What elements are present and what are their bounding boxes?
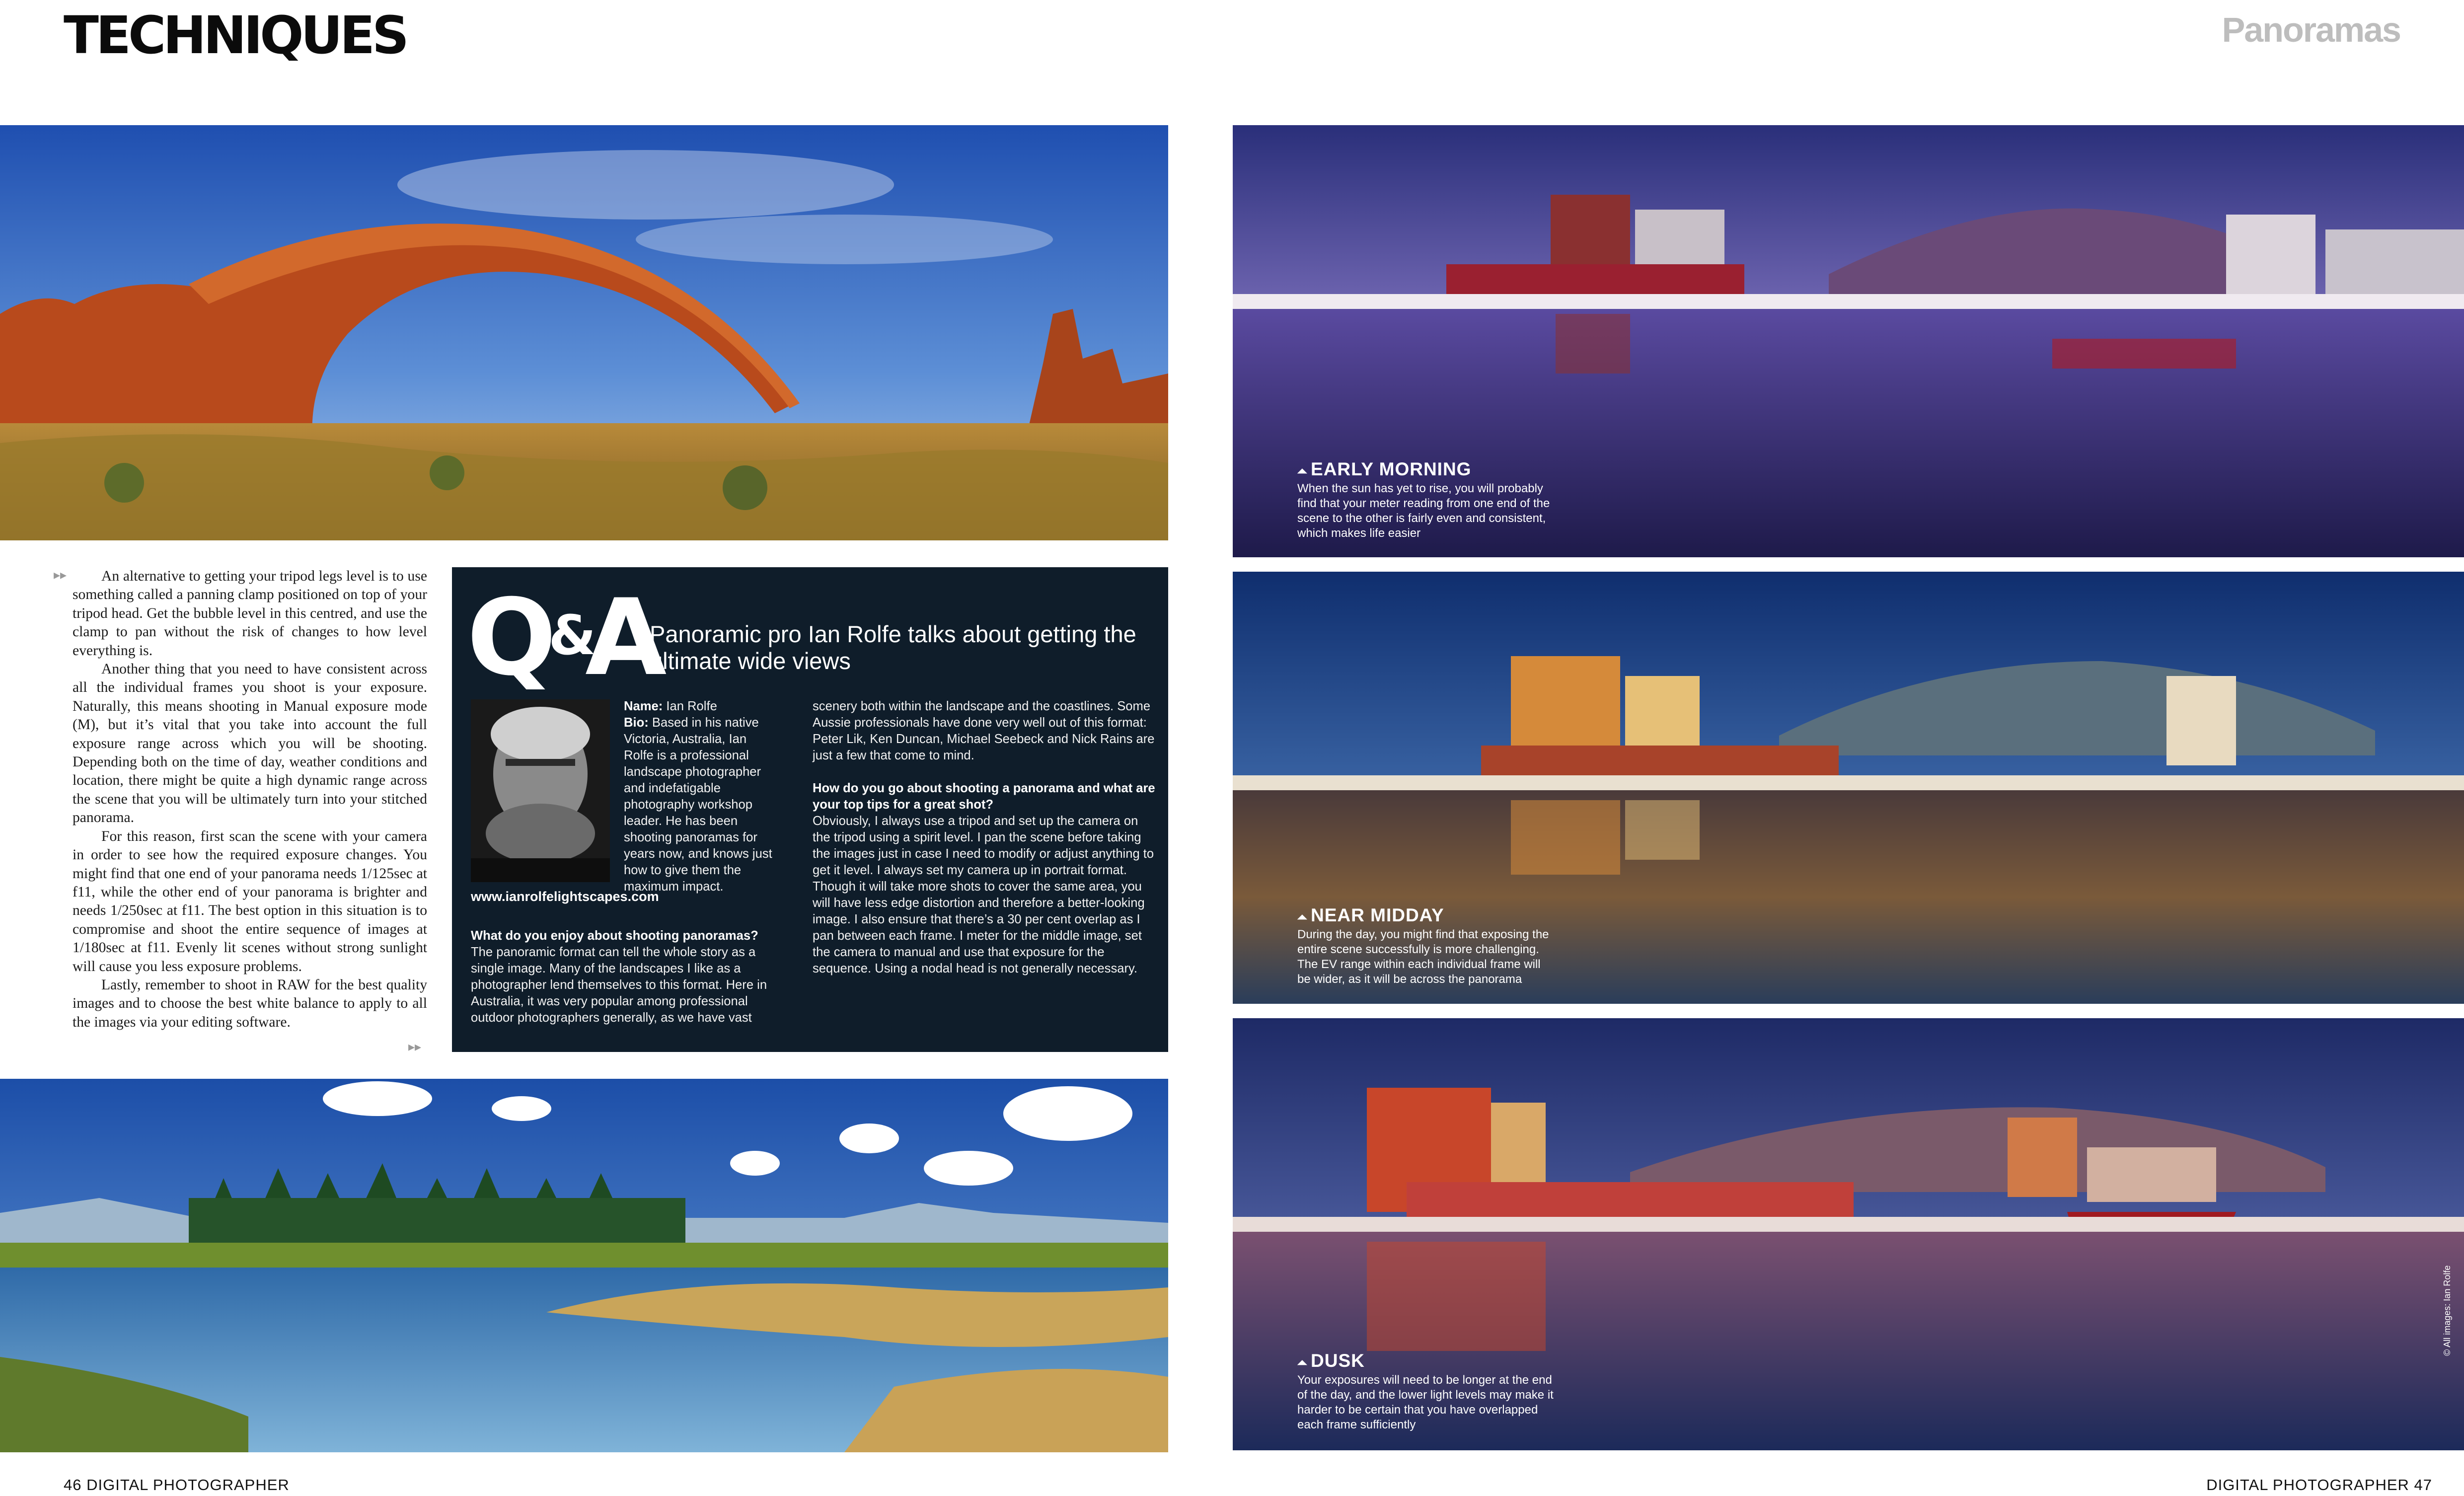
double-chevron-up-icon: ⏶ xyxy=(1297,464,1308,478)
qa-intro: Panoramic pro Ian Rolfe talks about getting the ultimate wide views xyxy=(650,621,1136,674)
arch-landscape-photo xyxy=(0,125,1168,540)
folio-left: 46 DIGITAL PHOTOGRAPHER xyxy=(64,1476,290,1494)
double-chevron-up-icon: ⏶ xyxy=(1297,910,1308,924)
qa-name: Ian Rolfe xyxy=(666,699,717,713)
caption-early-morning xyxy=(1297,459,1556,541)
qa-logo: Q&A xyxy=(467,576,656,699)
qa-bio-column: Name: Ian Rolfe Bio: Based in his native Victoria, Australia, Ian Rolfe is a professional landscape photographer and indefatigable photography workshop leader. He has been shooting panoramas for years now, and knows just how to give them the maximum impact. xyxy=(624,699,772,894)
qa-answer-1-continued: scenery both within the landscape and the coastlines. Some Aussie professionals have done very well out of this format: Peter Lik, Ken Duncan, Michael Seebeck and Nick Rains are just a few that come to mind. xyxy=(813,699,1155,762)
topic-title: Panoramas xyxy=(2222,10,2400,49)
double-chevron-up-icon: ⏶ xyxy=(1297,1356,1308,1370)
caption-title: EARLY MORNING xyxy=(1311,459,1472,479)
double-chevron-right-icon: ▸▸ xyxy=(54,568,67,583)
website-link[interactable]: www.ianrolfelightscapes.com xyxy=(471,889,659,904)
section-title: TECHNIQUES xyxy=(64,5,406,66)
caption-title: DUSK xyxy=(1311,1350,1365,1371)
river-landscape-photo xyxy=(0,1079,1168,1452)
body-text xyxy=(73,567,427,1032)
body-paragraph: Another thing that you need to have consistent across all the individual frames you shoot is your exposure. Naturally, this means shooting in Manual exposure mode (M), but it’s vital that you take into account the full exposure range across which you will be shooting. Depending both on the time of day, weather conditions and location, there might be quite a high dynamic range across the scene that you will be ultimately turn into your stitched panorama. xyxy=(73,661,427,826)
folio-right: DIGITAL PHOTOGRAPHER 47 xyxy=(2206,1476,2432,1494)
portrait-photo xyxy=(471,699,610,882)
photo-credit: © All images: Ian Rolfe xyxy=(2442,1265,2452,1356)
qa-question-2: How do you go about shooting a panorama and what are your top tips for a great shot? xyxy=(813,781,1155,812)
qa-right-column xyxy=(813,698,1156,977)
body-paragraph: Lastly, remember to shoot in RAW for the best quality images and to choose the best white balance to apply to all the images via your editing software. xyxy=(73,976,427,1030)
double-chevron-right-icon: ▸▸ xyxy=(408,1040,422,1054)
caption-text: Your exposures will need to be longer at the end of the day, and the lower light levels may make it harder to be certain that you have overlapped each frame sufficiently xyxy=(1297,1373,1554,1431)
caption-near-midday xyxy=(1297,905,1556,987)
body-paragraph: An alternative to getting your tripod legs level is to use something called a panning clamp positioned on top of your tripod head. Get the bubble level in this centred, and use the clamp to pan without the risk of changes to how level everything is. xyxy=(73,568,427,659)
qa-bio: Based in his native Victoria, Australia, Ian Rolfe is a professional landscape photographer and indefatigable photography workshop leader. He has been shooting panoramas for years now, and knows just how to give them the maximum impact. xyxy=(624,716,772,894)
body-paragraph: For this reason, first scan the scene with your camera in order to see how the required exposure changes. You might find that one end of your panorama needs 1/125sec at f11, while the other end of your panorama is brighter and needs 1/250sec at f11. The best option in this situation is to compromise and shoot the entire sequence of images at 1/180sec at f11. Evenly lit scenes without strong sunlight will cause you less exposure problems. xyxy=(73,828,427,974)
qa-question-1: What do you enjoy about shooting panoramas? xyxy=(471,929,758,943)
caption-text: During the day, you might find that exposing the entire scene successfully is more challenging. The EV range within each individual frame will be wider, as it will be across the panorama xyxy=(1297,928,1549,986)
qa-box xyxy=(452,567,1168,1052)
caption-dusk xyxy=(1297,1351,1556,1432)
qa-answer-1: What do you enjoy about shooting panoramas? The panoramic format can tell the whole story as a single image. Many of the landscapes I like as a photographer lend themselves to this format. Here in Australia, it was very popular among professional outdoor photographers generally, as we have vast xyxy=(471,929,767,1025)
caption-title: NEAR MIDDAY xyxy=(1311,905,1444,925)
qa-answer-2: Obviously, I always use a tripod and set up the camera on the tripod using a spirit level. I pan the scene before taking the images just in case I need to modify or adjust anything to get it level. I always set my camera up in portrait format. Though it will take more shots to cover the same area, you will have less edge distortion and therefore a better-looking image. I also ensure that there’s a 30 per cent overlap as I pan between each frame. I meter for the middle image, set the camera to manual and use that exposure for the sequence. Using a nodal head is not generally necessary. xyxy=(813,814,1154,975)
caption-text: When the sun has yet to rise, you will probably find that your meter reading from one end of the scene to the other is fairly even and consistent, which makes life easier xyxy=(1297,482,1550,540)
